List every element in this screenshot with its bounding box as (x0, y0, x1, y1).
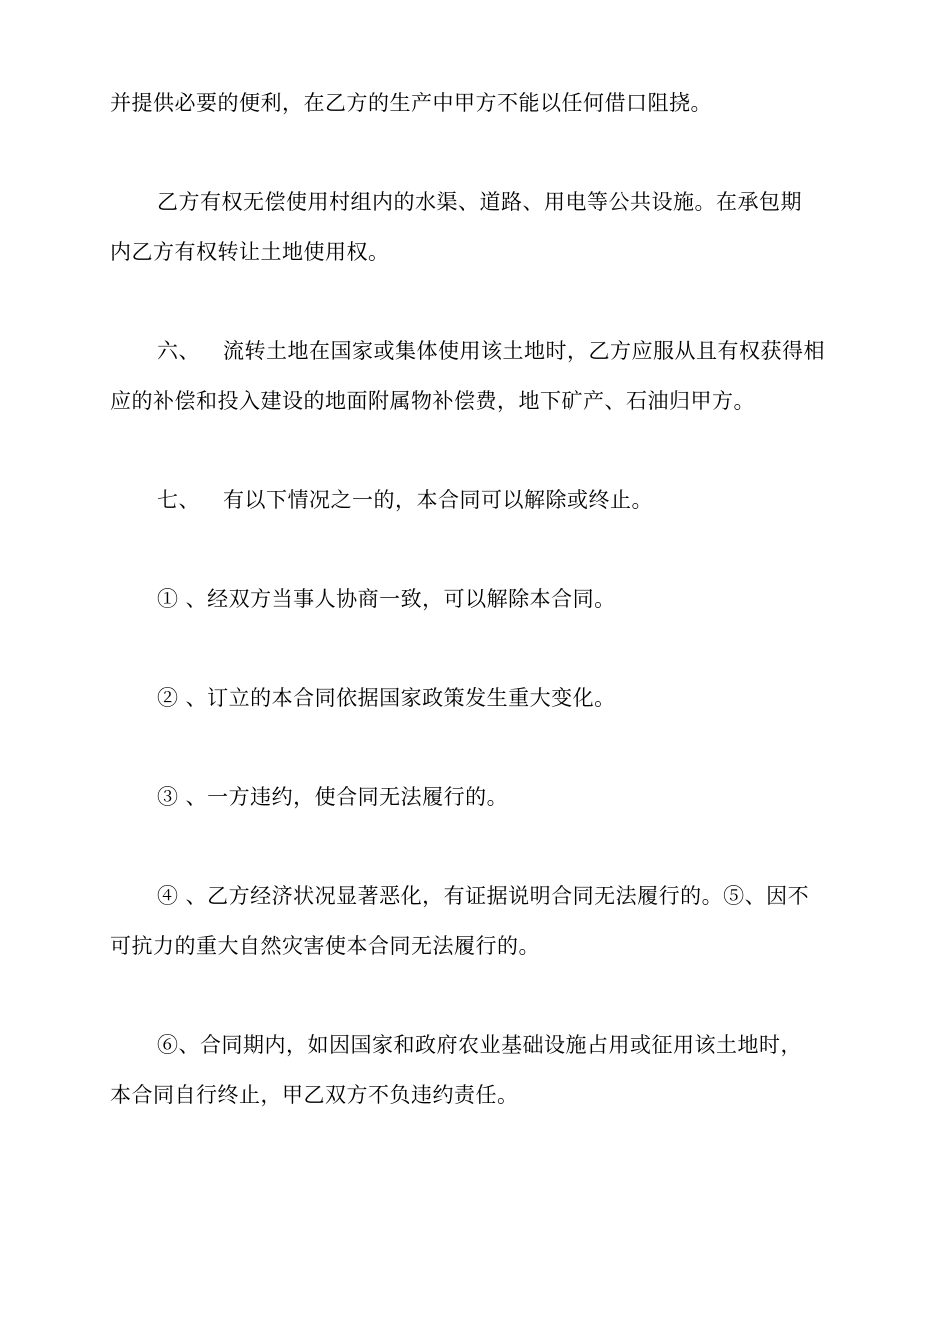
list-item: ③ 、一方违约，使合同无法履行的。 (157, 785, 509, 809)
paragraph-line: 内乙方有权转让土地使用权。 (110, 240, 390, 264)
list-item: ④ 、乙方经济状况显著恶化，有证据说明合同无法履行的。⑤、因不 (157, 884, 810, 908)
list-item-continuation: 本合同自行终止，甲乙双方不负违约责任。 (110, 1083, 519, 1107)
paragraph-line: 并提供必要的便利，在乙方的生产中甲方不能以任何借口阻挠。 (110, 91, 712, 115)
paragraph-line: 乙方有权无偿使用村组内的水渠、道路、用电等公共设施。在承包期 (157, 190, 802, 214)
paragraph-line: 应的补偿和投入建设的地面附属物补偿费，地下矿产、石油归甲方。 (110, 389, 755, 413)
list-item: ② 、订立的本合同依据国家政策发生重大变化。 (157, 686, 616, 710)
list-item: ⑥、合同期内，如因国家和政府农业基础设施占用或征用该土地时， (157, 1033, 802, 1057)
list-item-continuation: 可抗力的重大自然灾害使本合同无法履行的。 (110, 934, 540, 958)
clause-text: 有以下情况之一的，本合同可以解除或终止。 (223, 488, 653, 512)
clause-six-line (157, 336, 825, 366)
clause-text: 流转土地在国家或集体使用该土地时，乙方应服从且有权获得相 (223, 339, 825, 363)
clause-number: 六、 (157, 339, 200, 363)
clause-number: 七、 (157, 488, 200, 512)
list-item: ① 、经双方当事人协商一致，可以解除本合同。 (157, 587, 616, 611)
clause-seven-line (157, 485, 653, 515)
